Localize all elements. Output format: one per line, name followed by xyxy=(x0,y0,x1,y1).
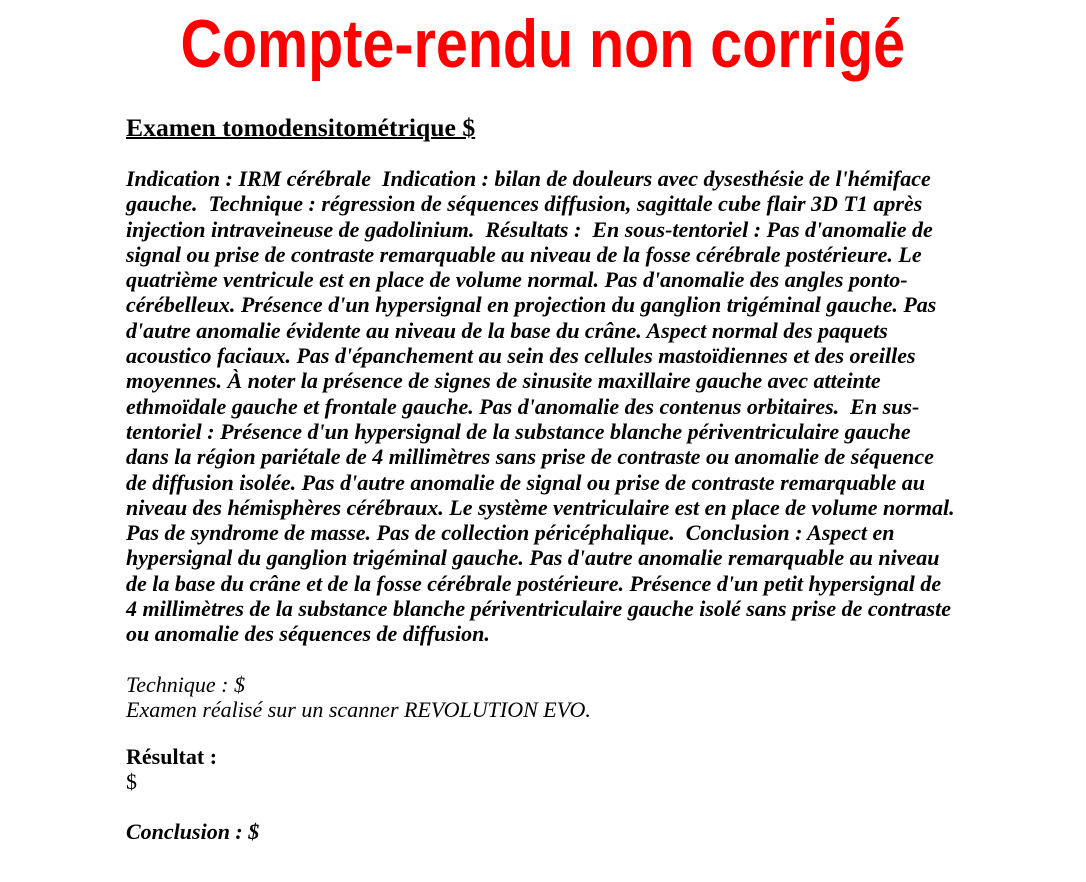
indication-line: gauche. Technique : régression de séquences diffusion, sagittale cube flair 3D T1 après xyxy=(126,191,923,217)
result-value: $ xyxy=(126,769,137,795)
draft-warning-title-text: Compte-rendu non corrigé xyxy=(180,6,906,82)
indication-line: quatrième ventricule est en place de volume normal. Pas d'anomalie des angles ponto- xyxy=(126,267,908,293)
indication-line: ou anomalie des séquences de diffusion. xyxy=(126,621,490,647)
indication-line: de diffusion isolée. Pas d'autre anomalie de signal ou prise de contraste remarquable au xyxy=(126,469,925,495)
conclusion-section xyxy=(126,819,259,844)
indication-line: 4 millimètres de la substance blanche périventriculaire gauche isolé sans prise de contraste xyxy=(126,596,951,622)
indication-line: niveau des hémisphères cérébraux. Le système ventriculaire est en place de volume normal. xyxy=(126,494,955,520)
indication-line: signal ou prise de contraste remarquable au niveau de la fosse cérébrale postérieure. Le xyxy=(126,241,922,267)
indication-line: tentoriel : Présence d'un hypersignal de la substance blanche périventriculaire gauche xyxy=(126,418,911,444)
conclusion-label: Conclusion : $ xyxy=(126,819,260,844)
indication-line: moyennes. À noter la présence de signes de sinusite maxillaire gauche avec atteinte xyxy=(126,368,881,394)
indication-line: d'autre anomalie évidente au niveau de la base du crâne. Aspect normal des paquets xyxy=(126,317,888,343)
indication-line: hypersignal du ganglion trigéminal gauche. Pas d'autre anomalie remarquable au niveau xyxy=(126,545,940,571)
indication-line: ethmoïdale gauche et frontale gauche. Pas d'anomalie des contenus orbitaires. En sus- xyxy=(126,393,920,419)
result-label: Résultat : xyxy=(126,744,218,769)
indication-line: cérébelleux. Présence d'un hypersignal en projection du ganglion trigéminal gauche. Pas xyxy=(126,292,937,318)
indication-line: acoustico faciaux. Pas d'épanchement au sein des cellules mastoïdiennes et des oreilles xyxy=(126,343,916,369)
draft-warning-title xyxy=(0,6,1086,82)
indication-line: Pas de syndrome de masse. Pas de collection péricéphalique. Conclusion : Aspect en xyxy=(126,520,895,546)
indication-line: injection intraveineuse de gadolinium. Résultats : En sous-tentoriel : Pas d'anomalie de xyxy=(126,216,933,242)
indication-line: de la base du crâne et de la fosse cérébrale postérieure. Présence d'un petit hypersignal de xyxy=(126,570,942,596)
indication-paragraph xyxy=(126,166,955,647)
exam-title: Examen tomodensitométrique $ xyxy=(126,113,476,142)
result-section xyxy=(126,744,217,795)
indication-line: Indication : IRM cérébrale Indication : bilan de douleurs avec dysesthésie de l'hémiface xyxy=(126,166,931,191)
indication-line: dans la région pariétale de 4 millimètres sans prise de contraste ou anomalie de séquence xyxy=(126,444,934,470)
technique-label: Technique : $ xyxy=(126,672,245,697)
technique-section xyxy=(126,672,591,723)
technique-text: Examen réalisé sur un scanner REVOLUTION EVO. xyxy=(126,697,591,723)
